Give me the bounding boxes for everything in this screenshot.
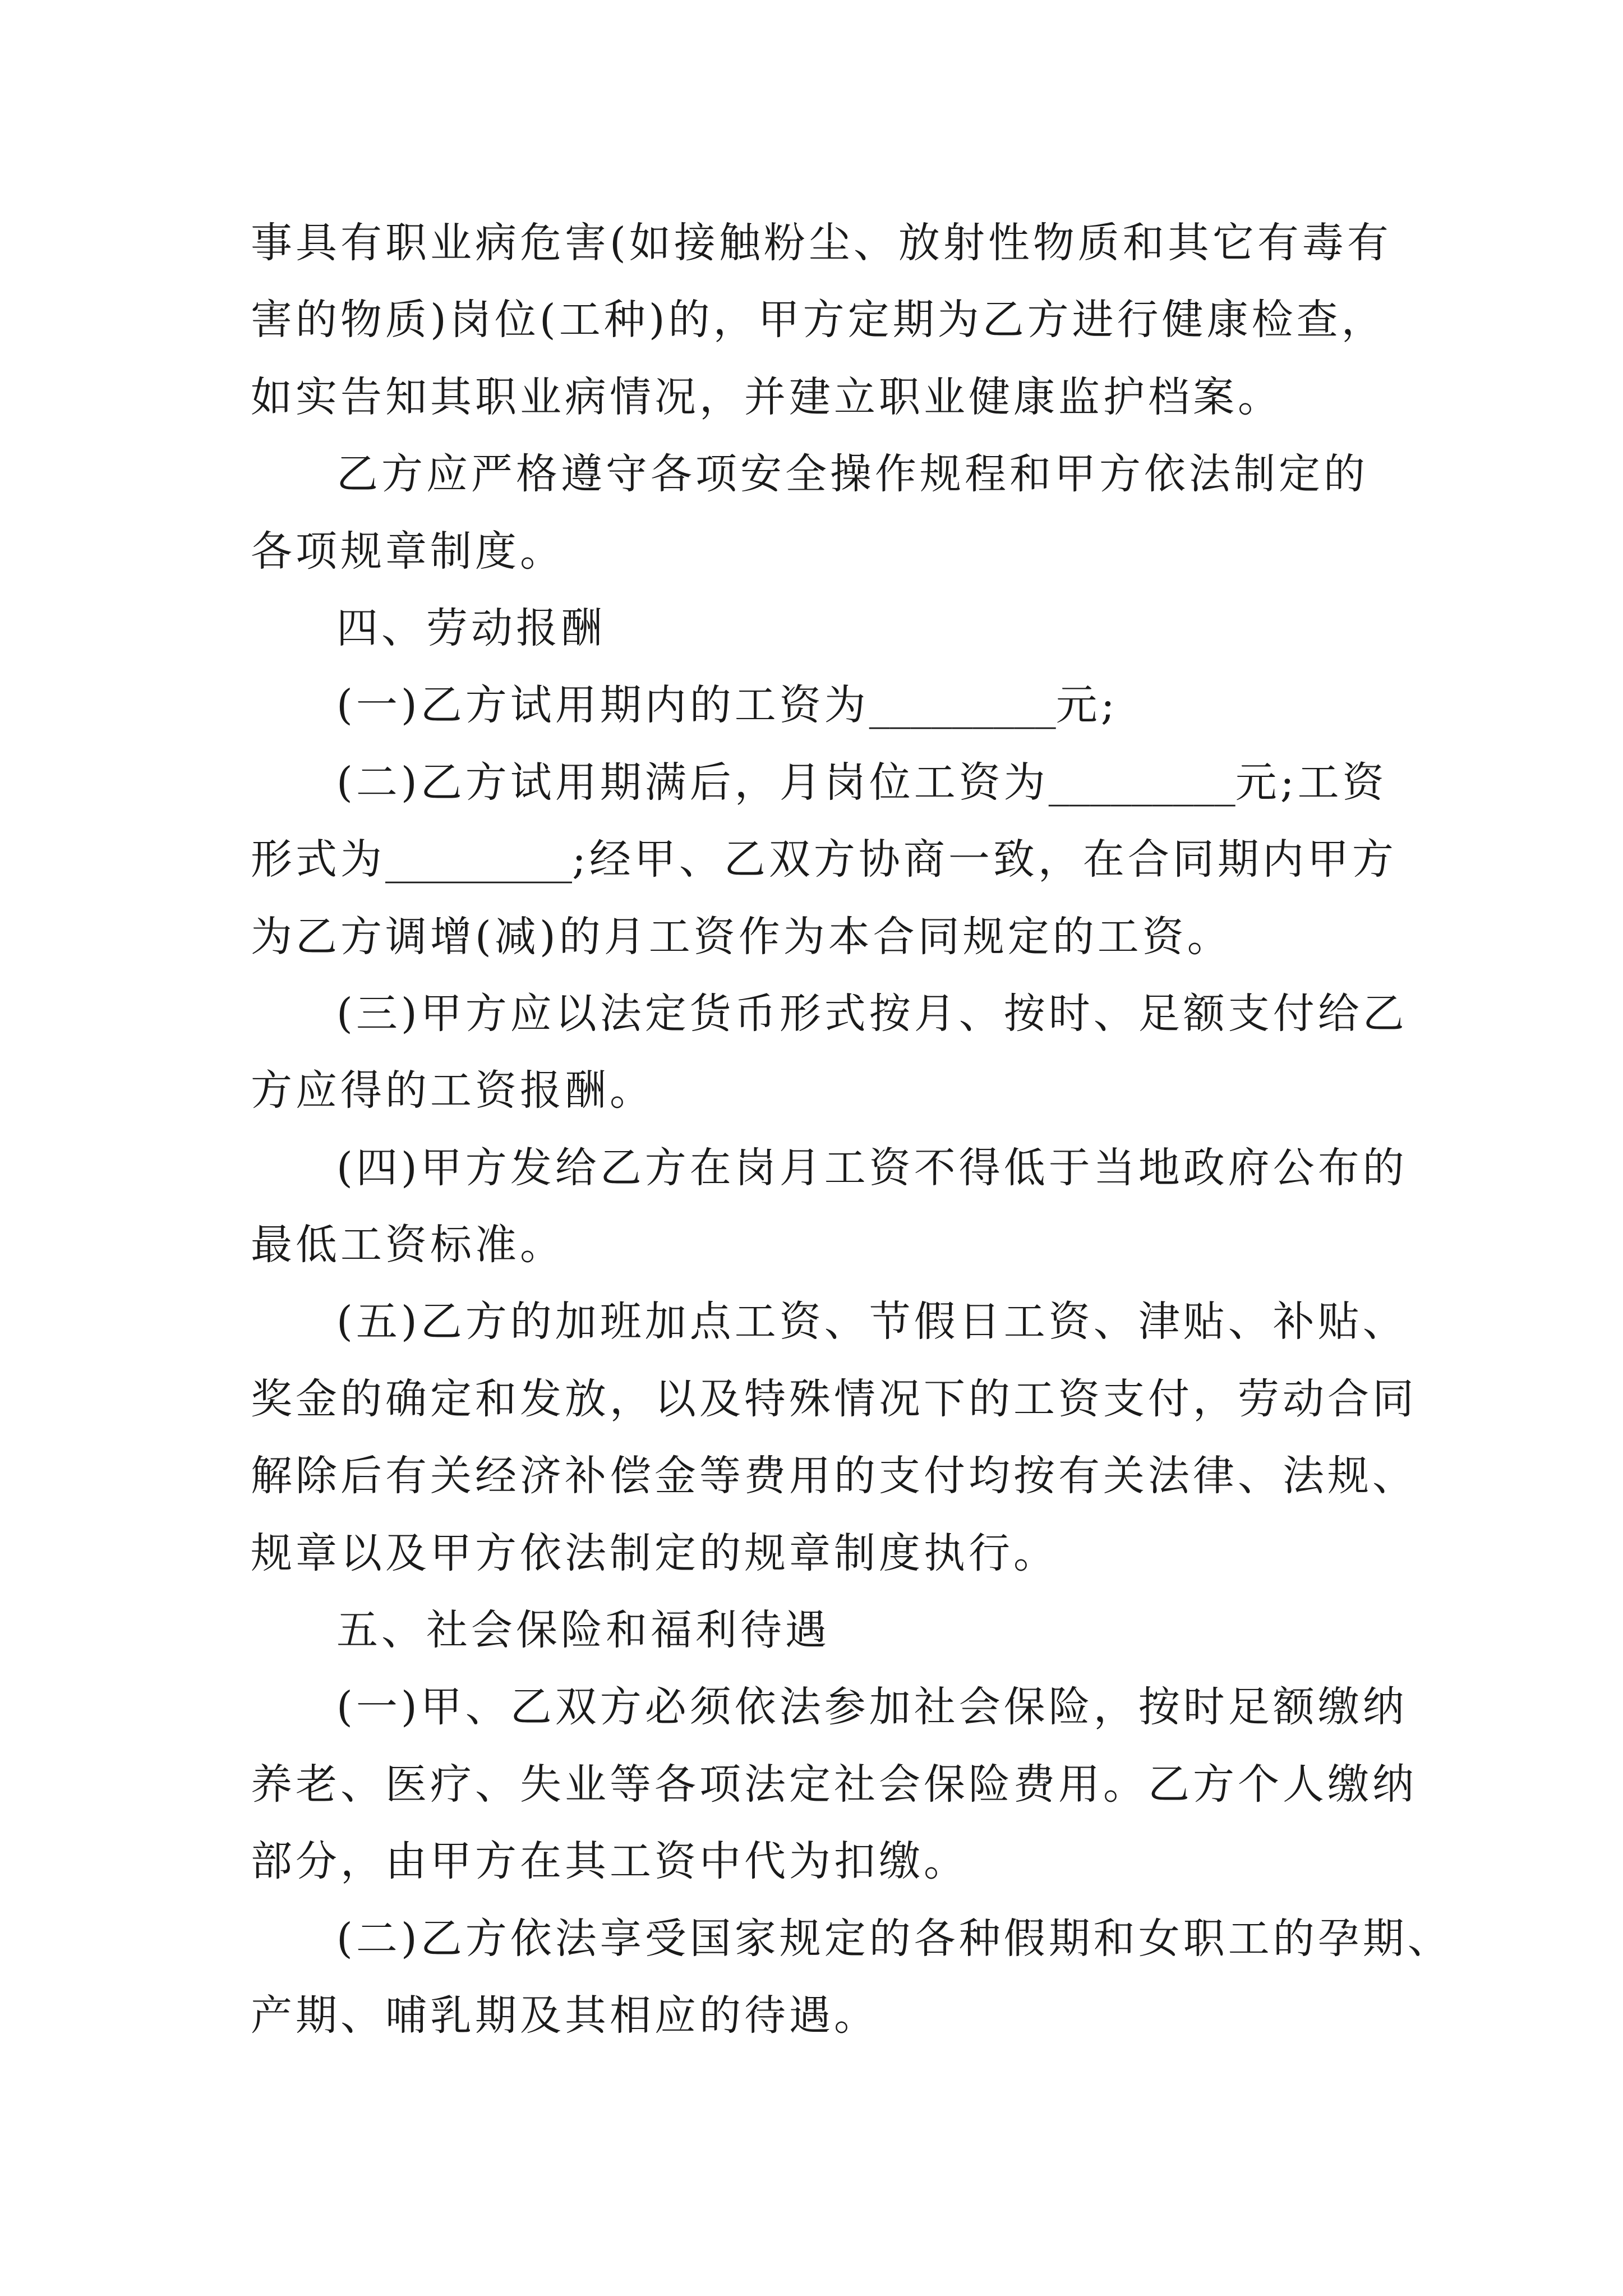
paragraph <box>251 667 1623 744</box>
text-line: 解除后有关经济补偿金等费用的支付均按有关法律、法规、 <box>251 1452 1417 1501</box>
text-line <box>251 821 1623 898</box>
text-line: 各项规章制度。 <box>251 527 565 576</box>
text-line: (二)乙方依法享受国家规定的各种假期和女职工的孕期、 <box>336 1914 1453 1963</box>
text-line: (三)甲方应以法定货币形式按月、按时、足额支付给乙 <box>336 989 1408 1038</box>
paragraph <box>251 205 1623 436</box>
text-line: 奖金的确定和发放，以及特殊情况下的工资支付，劳动合同 <box>251 1374 1417 1423</box>
text-line <box>251 744 1623 821</box>
paragraph <box>251 436 1623 590</box>
paragraph <box>251 744 1623 976</box>
text-line: 养老、医疗、失业等各项法定社会保险费用。乙方个人缴纳 <box>251 1760 1417 1809</box>
text-line: 方应得的工资报酬。 <box>251 1066 654 1115</box>
section-heading-text: 四、劳动报酬 <box>336 604 606 652</box>
paragraph <box>251 1669 1623 1900</box>
fill-in-blank: _________ <box>1048 758 1235 807</box>
section-heading-text: 五、社会保险和福利待遇 <box>336 1606 830 1655</box>
text-line: 最低工资标准。 <box>251 1221 565 1269</box>
text-line: 规章以及甲方依法制定的规章制度执行。 <box>251 1529 1058 1577</box>
text-segment: 形式为 <box>251 835 385 884</box>
section-heading <box>251 590 1623 667</box>
text-segment: 元;工资 <box>1235 758 1387 807</box>
section-heading <box>251 1592 1623 1669</box>
text-segment: (二)乙方试用期满后，月岗位工资为 <box>336 758 1049 807</box>
text-line: 部分，由甲方在其工资中代为扣缴。 <box>251 1837 969 1886</box>
paragraph <box>251 976 1623 1130</box>
text-segment: 元; <box>1055 681 1118 730</box>
text-line: 乙方应严格遵守各项安全操作规程和甲方依法制定的 <box>336 450 1368 499</box>
fill-in-blank: _________ <box>869 681 1056 730</box>
paragraph <box>251 1283 1623 1592</box>
fill-in-blank: _________ <box>385 835 572 884</box>
text-line: (一)甲、乙双方必须依法参加社会保险，按时足额缴纳 <box>336 1683 1408 1732</box>
text-line: (四)甲方发给乙方在岗月工资不得低于当地政府公布的 <box>336 1143 1408 1192</box>
text-segment: (一)乙方试用期内的工资为 <box>336 681 869 730</box>
text-line: 事具有职业病危害(如接触粉尘、放射性物质和其它有毒有 <box>251 219 1392 267</box>
paragraph <box>251 1130 1623 1284</box>
text-line: 如实告知其职业病情况，并建立职业健康监护档案。 <box>251 372 1283 421</box>
text-line: 产期、哺乳期及其相应的待遇。 <box>251 1991 879 2040</box>
text-line: 害的物质)岗位(工种)的，甲方定期为乙方进行健康检查， <box>251 296 1386 344</box>
text-line <box>251 667 1623 744</box>
text-line: 为乙方调增(减)的月工资作为本合同规定的工资。 <box>251 912 1232 961</box>
text-line: (五)乙方的加班加点工资、节假日工资、津贴、补贴、 <box>336 1297 1408 1346</box>
text-segment: ;经甲、乙双方协商一致，在合同期内甲方 <box>572 835 1397 884</box>
paragraph <box>251 1901 1623 2055</box>
